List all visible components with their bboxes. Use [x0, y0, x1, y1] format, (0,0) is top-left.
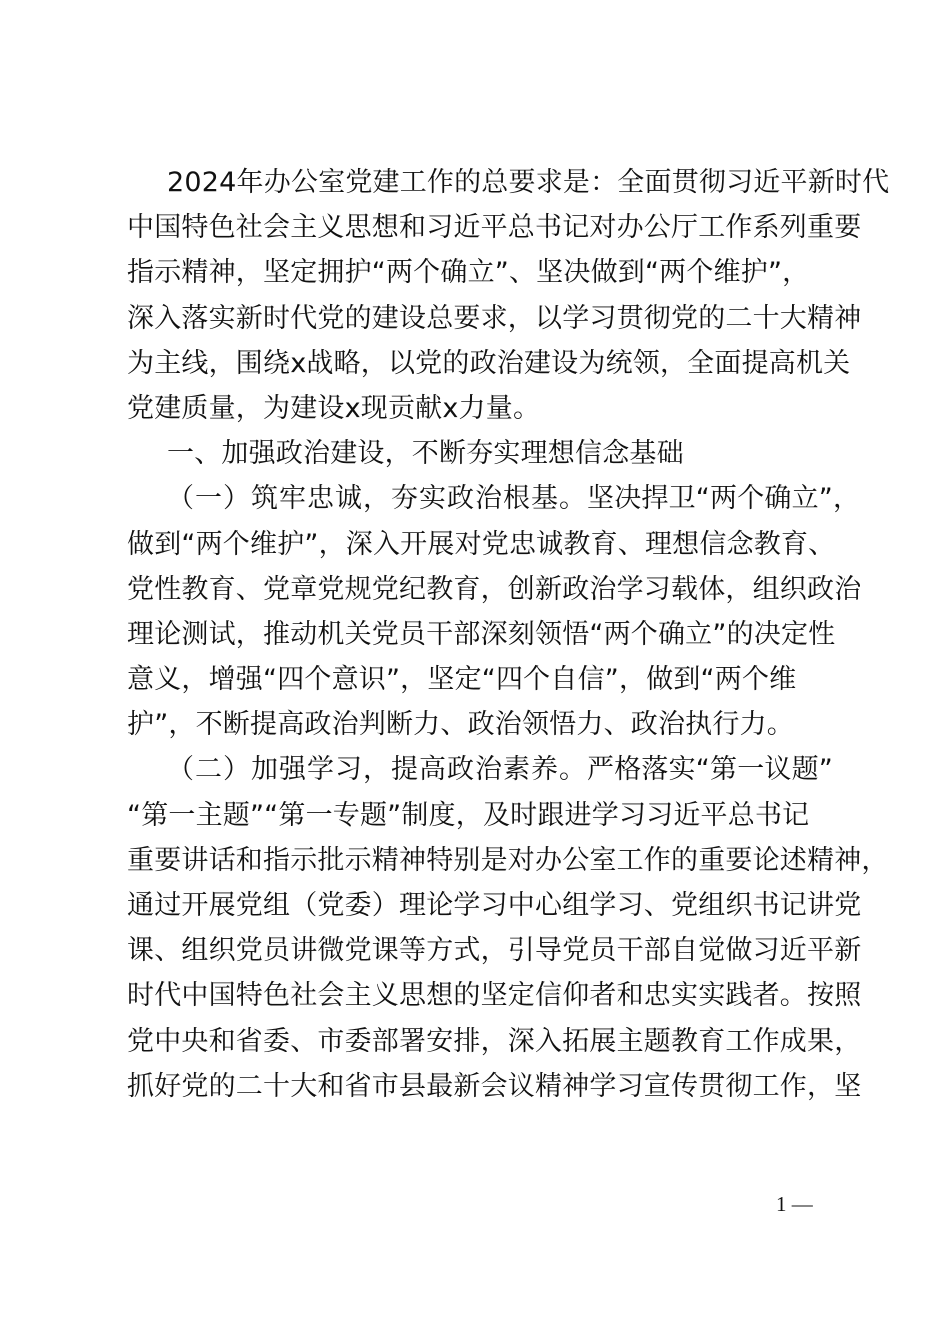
subsection-lead: （二）加强学习，提高政治素养。 [167, 754, 587, 786]
paragraph-line: “第一主题”“第一专题”制度，及时跟进学习习近平总书记 [127, 799, 810, 831]
paragraph-line: 党中央和省委、市委部署安排，深入拓展主题教育工作成果， [127, 1025, 862, 1057]
paragraph-line: 通过开展党组（党委）理论学习中心组学习、党组织书记讲党 [127, 890, 862, 921]
paragraph-line: 指示精神，坚定拥护“两个确立”、坚决做到“两个维护”， [127, 257, 810, 289]
section-heading: 一、加强政治建设，不断夯实理想信念基础 [167, 438, 684, 470]
paragraph-line: 意义，增强“四个意识”，坚定“四个自信”，做到“两个维 [127, 664, 797, 696]
paragraph-line: 深入落实新时代党的建设总要求，以学习贯彻党的二十大精神 [127, 302, 862, 334]
paragraph-line: 党性教育、党章党规党纪教育，创新政治学习载体，组织政治 [127, 573, 862, 605]
document-body [127, 160, 890, 1109]
paragraph-line: 党建质量，为建设x现贡献x力量。 [127, 392, 541, 424]
paragraph-line: 课、组织党员讲微党课等方式，引导党员干部自觉做习近平新 [127, 935, 862, 967]
paragraph-line: 时代中国特色社会主义思想的坚定信仰者和忠实实践者。按照 [127, 980, 862, 1012]
subsection-first-line-text: 坚决捍卫“两个确立”， [587, 483, 861, 515]
paragraph-line: 2024年办公室党建工作的总要求是：全面贯彻习近平新时代 [167, 167, 890, 198]
paragraph-line: 抓好党的二十大和省市县最新会议精神学习宣传贯彻工作，坚 [127, 1070, 862, 1102]
paragraph-line: 为主线，围绕x战略，以党的政治建设为统领，全面提高机关 [127, 347, 851, 379]
subsection-lead: （一）筑牢忠诚，夯实政治根基。 [167, 483, 587, 515]
paragraph-line: 重要讲话和指示批示精神特别是对办公室工作的重要论述精神， [127, 844, 889, 876]
paragraph-line: 护”，不断提高政治判断力、政治领悟力、政治执行力。 [127, 709, 794, 741]
paragraph-line: 中国特色社会主义思想和习近平总书记对办公厅工作系列重要 [127, 212, 862, 244]
paragraph-line: 理论测试，推动机关党员干部深刻领悟“两个确立”的决定性 [127, 618, 836, 650]
subsection-first-line-text: 严格落实“第一议题” [587, 754, 833, 786]
paragraph-line: 做到“两个维护”，深入开展对党忠诚教育、理想信念教育、 [127, 528, 836, 560]
subsection-first-line [127, 747, 833, 792]
page-number: 1 — [776, 1192, 813, 1216]
subsection-first-line [127, 476, 861, 521]
